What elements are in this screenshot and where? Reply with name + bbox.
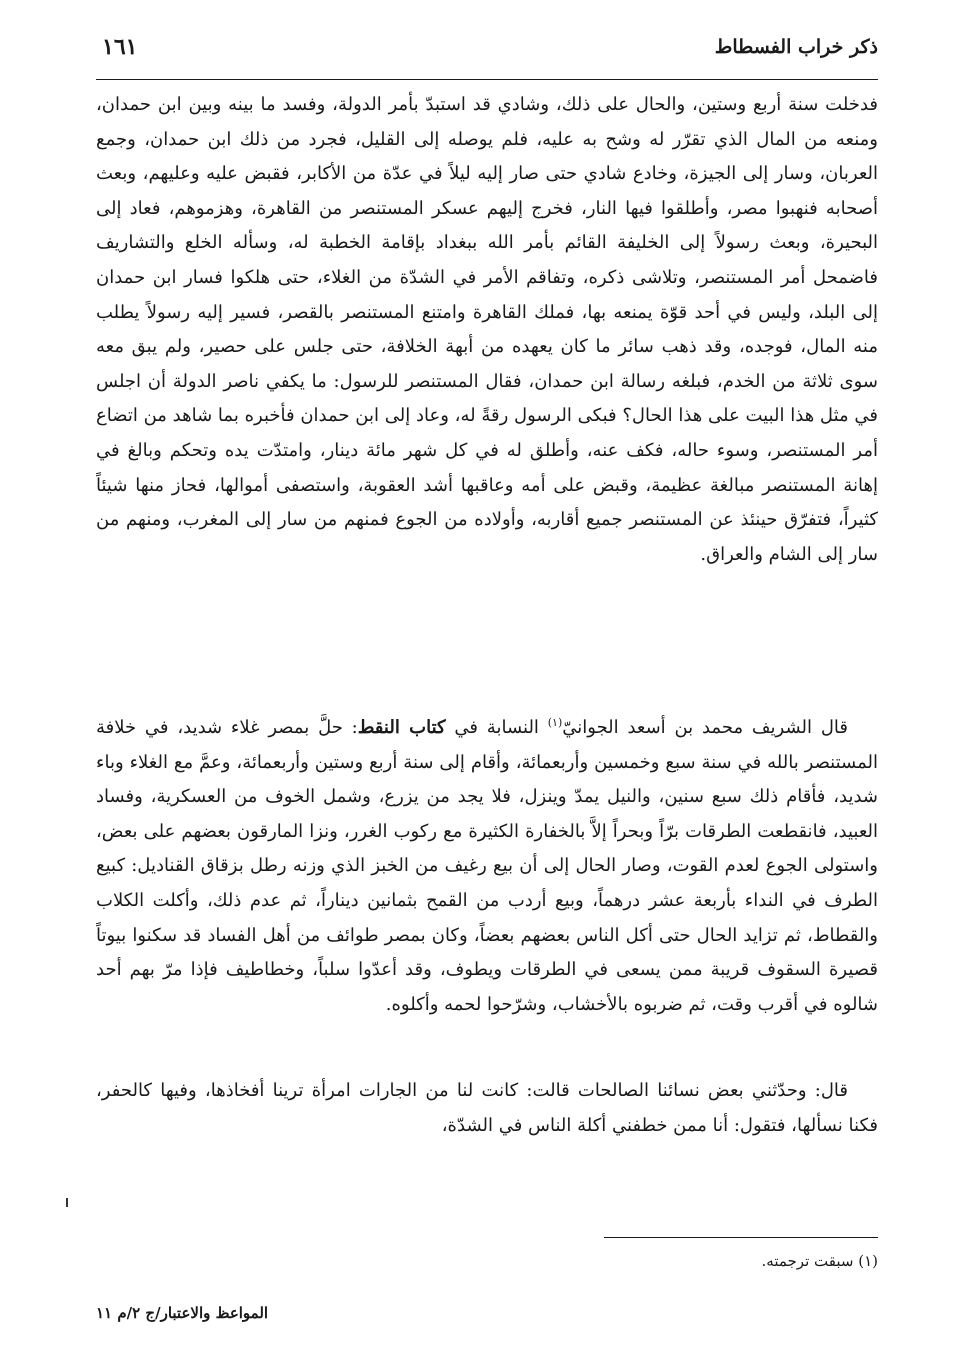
paragraph-2-mid: النسابة في xyxy=(445,717,548,738)
page-number: ١٦١ xyxy=(102,34,138,60)
footnote-rule xyxy=(604,1237,878,1238)
paragraph-2 xyxy=(96,711,878,1056)
running-title: ذكر خراب الفسطاط xyxy=(714,36,878,58)
paragraph-2-rest: : حلَّ بمصر غلاء شديد، في خلافة المستنصر بالله في سنة سبع وخمسين وأربعمائة، وأقام إلى سنة أربع وستين وأربعمائة، وعمَّ مع الغلاء وباء شديد، فأقام ذلك سبع سنين، والنيل يمدّ وينزل، فلا يجد من يزرع، وشمل الخوف من العسكرية، وفساد العبيد، فانقطعت الطرقات برّاً وبحراً إلاَّ بالخفارة الكثيرة مع ركوب الغرر، ونزا المارقون بعضهم على بعض، واستولى الجوع لعدم القوت، وصار الحال إلى أن بيع رغيف من الخبز الذي وزنه رطل بزقاق القناديل: كبيع الطرف في النداء بأربعة عشر درهماً، وبيع أردب من القمح بثمانين ديناراً، ثم عدم ذلك، وأكلت الكلاب والقطاط، ثم تزايد الحال حتى أكل الناس بعضهم بعضاً، وكان بمصر طوائف من أهل الفساد قد سكنوا بيوتاً قصيرة السقوف قريبة ممن يسعى في الطرقات ويطوف، وقد أعدّوا سلباً، وخطاطيف فإذا مرّ بهم أحد شالوه في أقرب وقت، ثم ضربوه بالأخشاب، وشرّحوا لحمه وأكلوه. xyxy=(96,717,878,1015)
footnote: (١) سبقت ترجمته. xyxy=(761,1252,878,1270)
book-title: كتاب النقط xyxy=(357,717,446,738)
margin-mark xyxy=(66,1198,68,1207)
header-rule xyxy=(96,79,878,80)
paragraph-2-lead: قال الشريف محمد بن أسعد الجوانيّ xyxy=(562,717,848,738)
body-text xyxy=(96,88,878,1144)
footer-signature: المواعظ والاعتبار/ج ٢/م ١١ xyxy=(96,1304,269,1322)
paragraph-1: فدخلت سنة أربع وستين، والحال على ذلك، وشادي قد استبدّ بأمر الدولة، وفسد ما بينه وبين ابن حمدان، ومنعه من المال الذي تقرّر له وشح به عليه، فلم يوصله إلى القليل، فجرد من ذلك ابن حمدان، وجمع العربان، وسار إلى الجيزة، وخادع شادي حتى صار إليه ليلاً في عدّة من الأكابر، فقبض عليه وعليهم، وبعث أصحابه فنهبوا مصر، وأطلقوا فيها النار، فخرج إليهم عسكر المستنصر من القاهرة، وهزموهم، فعاد إلى البحيرة، وبعث رسولاً إلى الخليفة القائم بأمر الله ببغداد بإقامة الخطبة له، وسأله الخلع والتشاريف فاضمحل أمر المستنصر، وتلاشى ذكره، وتفاقم الأمر في الشدّة من الغلاء، حتى هلكوا فسار ابن حمدان إلى البلد، وليس في أحد قوّة يمنعه بها، فملك القاهرة وامتنع المستنصر بالقصر، فسير إليه رسولاً يطلب منه المال، فوجده، وقد ذهب سائر ما كان يعهده من أبهة الخلافة، حتى جلس على حصير، ولم يبق معه سوى ثلاثة من الخدم، فبلغه رسالة ابن حمدان، فقال المستنصر للرسول: ما يكفي ناصر الدولة أن اجلس في مثل هذا البيت على هذا الحال؟ فبكى الرسول رقةً له، وعاد إلى ابن حمدان فأخبره بما شاهد من اتضاع أمر المستنصر، وسوء حاله، فكف عنه، وأطلق له في كل شهر مائة دينار، وامتدّت يده وتحكم وبالغ في إهانة المستنصر مبالغة عظيمة، وقبض على أمه وعاقبها أشد العقوبة، واستصفى أموالها، فحاز منها شيئاً كثيراً، فتفرّق حينئذ عن المستنصر جميع أقاربه، وأولاده من الجوع فمنهم من سار إلى المغرب، ومنهم من سار إلى الشام والعراق. xyxy=(96,94,878,565)
paragraph-3: قال: وحدّثني بعض نسائنا الصالحات قالت: كانت لنا من الجارات امرأة ترينا أفخاذها، وفيها كالحفر، فكنا نسألها، فتقول: أنا ممن خطفني أكلة الناس في الشدّة، xyxy=(96,1080,878,1136)
footnote-reference[interactable]: (١) xyxy=(547,716,563,729)
page-header xyxy=(96,28,878,72)
